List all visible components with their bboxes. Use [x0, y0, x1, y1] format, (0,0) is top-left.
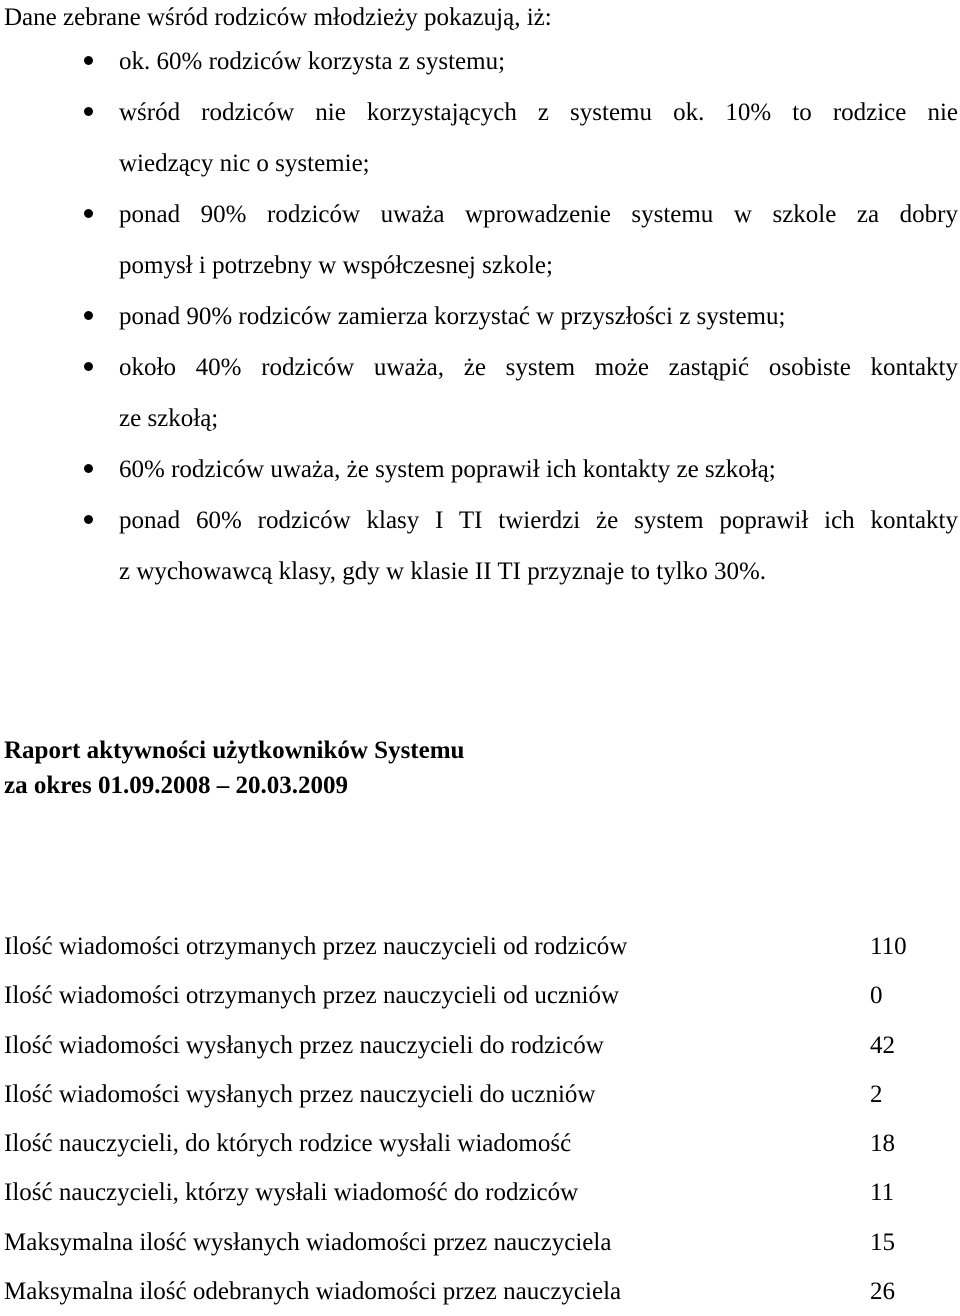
table-row	[4, 1021, 944, 1070]
list-item-text: około 40% rodziców uważa, że system może zastąpić osobiste kontakty	[119, 354, 958, 381]
list-item-text: ok. 60% rodziców korzysta z systemu;	[119, 48, 506, 75]
list-item	[0, 87, 958, 189]
list-item	[0, 36, 958, 87]
intro-paragraph: Dane zebrane wśród rodziców młodzieży pokazują, iż:	[4, 4, 552, 31]
list-item	[0, 444, 958, 495]
list-item-text: 60% rodziców uważa, że system poprawił ich kontakty ze szkołą;	[119, 456, 776, 483]
bullet-icon	[84, 362, 93, 371]
list-item-text-continuation: wiedzący nic o systemie;	[119, 150, 370, 177]
stat-value: 26	[870, 1278, 895, 1306]
stat-value: 15	[870, 1228, 895, 1256]
table-row	[4, 1168, 944, 1217]
list-item-text-continuation: pomysł i potrzebny w współczesnej szkole;	[119, 252, 553, 279]
list-item	[0, 342, 958, 444]
report-title: Raport aktywności użytkowników Systemu	[4, 737, 465, 764]
stat-value: 110	[870, 933, 907, 960]
table-row	[4, 1119, 944, 1168]
list-item	[0, 291, 958, 342]
list-item	[0, 189, 958, 291]
table-row	[4, 922, 944, 971]
list-item-text-continuation: ze szkołą;	[119, 405, 219, 432]
list-item-text: ponad 90% rodziców uważa wprowadzenie systemu w szkole za dobry	[119, 201, 958, 228]
stat-label: Ilość nauczycieli, którzy wysłali wiadomość do rodziców	[4, 1179, 579, 1207]
stat-label: Ilość wiadomości wysłanych przez nauczycieli do uczniów	[4, 1080, 596, 1108]
list-item-text-continuation: z wychowawcą klasy, gdy w klasie II TI przyznaje to tylko 30%.	[119, 558, 767, 585]
list-item-text: ponad 90% rodziców zamierza korzystać w przyszłości z systemu;	[119, 303, 786, 330]
stat-label: Maksymalna ilość wysłanych wiadomości przez nauczyciela	[4, 1228, 612, 1256]
bullet-icon	[84, 107, 93, 116]
list-item-text: wśród rodziców nie korzystających z systemu ok. 10% to rodzice nie	[119, 99, 958, 126]
stat-value: 2	[870, 1080, 883, 1108]
table-row	[4, 1070, 944, 1119]
stat-label: Ilość wiadomości wysłanych przez nauczycieli do rodziców	[4, 1031, 604, 1059]
stat-label: Ilość wiadomości otrzymanych przez nauczycieli od rodziców	[4, 933, 628, 960]
stat-value: 11	[870, 1179, 895, 1207]
findings-list	[0, 36, 960, 597]
bullet-icon	[84, 56, 93, 65]
report-period: za okres 01.09.2008 – 20.03.2009	[4, 772, 348, 799]
table-row	[4, 1218, 944, 1267]
stat-label: Ilość wiadomości otrzymanych przez nauczycieli od uczniów	[4, 982, 620, 1010]
bullet-icon	[84, 515, 93, 524]
list-item-text: ponad 60% rodziców klasy I TI twierdzi że system poprawił ich kontakty	[119, 507, 958, 534]
bullet-icon	[84, 464, 93, 473]
bullet-icon	[84, 209, 93, 218]
stat-label: Maksymalna ilość odebranych wiadomości przez nauczyciela	[4, 1278, 622, 1306]
table-row	[4, 971, 944, 1020]
stat-value: 0	[870, 982, 883, 1010]
stat-value: 18	[870, 1130, 895, 1158]
stat-label: Ilość nauczycieli, do których rodzice wysłali wiadomość	[4, 1130, 572, 1158]
report-heading	[4, 733, 464, 803]
stat-value: 42	[870, 1031, 895, 1059]
bullet-icon	[84, 311, 93, 320]
statistics-table	[4, 922, 944, 1316]
list-item	[0, 495, 958, 597]
